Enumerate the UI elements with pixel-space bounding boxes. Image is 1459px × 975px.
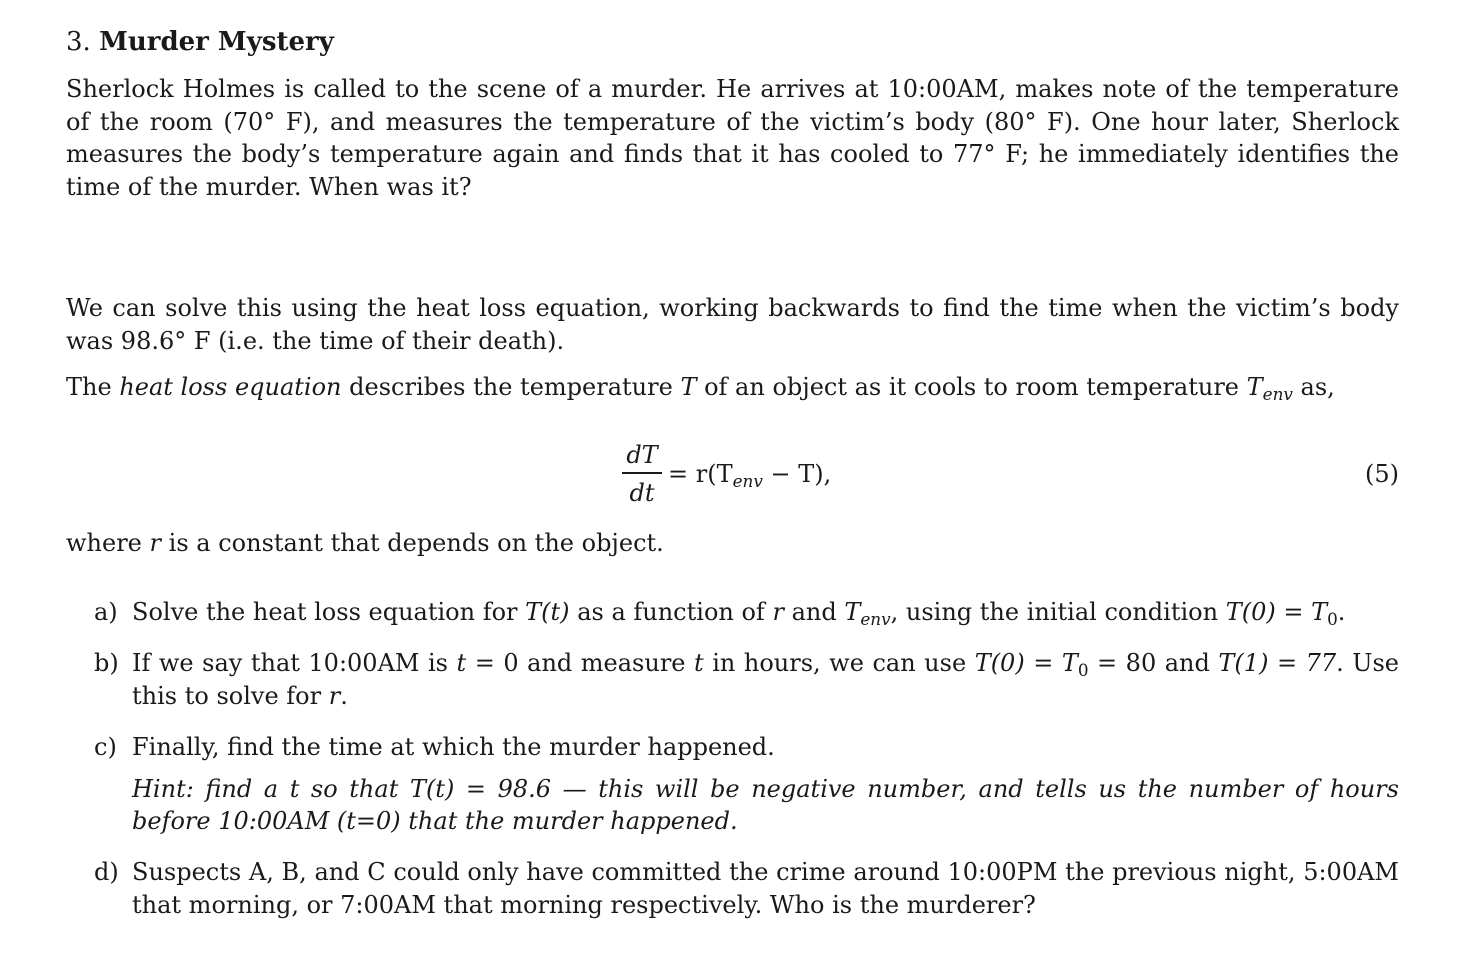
fraction-bar: [622, 472, 662, 474]
intro-question: When was it?: [309, 172, 472, 201]
desc-text-1: The: [66, 373, 112, 401]
part-b-text-3: in hours, we can use: [712, 649, 967, 677]
where-text-1: where: [66, 529, 142, 557]
part-a-formula-2: [1225, 598, 1338, 630]
part-a-body: [132, 596, 1399, 629]
hint-equation: [410, 775, 551, 803]
part-a-label: a): [94, 598, 118, 626]
part-a-formula-2-sub: 0: [1327, 609, 1338, 630]
part-b-body: [132, 647, 1399, 712]
problem-title: Murder Mystery: [99, 27, 334, 57]
desc-text-4: as,: [1300, 373, 1335, 401]
part-b: [94, 647, 1399, 712]
part-c-body: [132, 731, 1399, 838]
desc-var-Tenv: [1246, 373, 1293, 405]
part-b-label: b): [94, 649, 119, 677]
approach-paragraph: [66, 292, 1399, 357]
fraction-denominator: dt: [629, 478, 655, 507]
part-d-text: Suspects A, B, and C could only have committed the crime around 10:00PM the previous night, 5:00AM that morning, or 7:00AM that morning respectively. Who is the murderer?: [132, 858, 1399, 919]
rhs-sub: env: [732, 471, 763, 492]
approach-text: We can solve this using the heat loss equation, working backwards to find the time when the victim’s body was 98.6° F (i.e. the time of their death).: [66, 294, 1399, 355]
desc-term: heat loss equation: [119, 373, 342, 401]
part-b-text-6: .: [340, 681, 348, 710]
part-c-text: Finally, find the time at which the murder happened.: [132, 733, 775, 761]
part-a-formula-2-base: T(0) = T: [1225, 598, 1328, 626]
part-b-text-5: . Use this to solve for: [132, 649, 1400, 710]
part-d-label: d): [94, 858, 119, 886]
where-var-r: r: [149, 529, 162, 557]
part-a-formula-1: T(t): [525, 598, 570, 626]
part-a-text-5: .: [1337, 598, 1346, 626]
part-b-eq-zero: = 0: [466, 649, 519, 677]
part-b-var-t: t: [456, 649, 467, 677]
intro-text: Sherlock Holmes is called to the scene of a murder. He arrives at 10:00AM, makes note of the temperature of the room (70° F), and measures the temperature of the victim’s body (80° F). One hour later, Sherlock measures the body’s temperature again and finds that it has cooled to 77° F; he immediately identifies the time of the murder.: [66, 75, 1399, 201]
part-a-var-Tenv: [844, 598, 891, 630]
part-b-formula-2-sub: 0: [1077, 660, 1089, 681]
part-b-var-r: r: [328, 681, 341, 710]
where-paragraph: [66, 527, 1399, 560]
desc-text-2: describes the temperature: [349, 373, 673, 401]
part-a-var-r: r: [772, 598, 784, 626]
part-a-var-sub: env: [860, 609, 891, 630]
part-a-text-4: , using the initial condition: [890, 598, 1219, 626]
part-a-text-2: as a function of: [577, 598, 765, 626]
problem-heading: [66, 24, 334, 60]
part-a: [94, 596, 1399, 629]
desc-var-T: T: [680, 373, 697, 401]
part-c-label: c): [94, 733, 117, 761]
hint-text-1: Hint: find a t so that: [132, 774, 399, 803]
desc-var-Tenv-sub: env: [1262, 384, 1293, 405]
fraction-numerator: dT: [626, 441, 658, 469]
hint-equation-text: T(t) = 98.6: [409, 774, 552, 803]
part-b-formula-2: [974, 649, 1157, 681]
part-a-text-3: and: [791, 598, 837, 626]
intro-paragraph: [66, 73, 1399, 203]
part-c-hint: [132, 773, 1399, 838]
part-b-formula-2-value: = 80: [1088, 649, 1157, 677]
equation-rhs: [668, 458, 831, 490]
part-a-var-T: T: [844, 598, 861, 626]
rhs-prefix: = r(T: [668, 460, 733, 488]
heat-loss-equation: [66, 440, 1399, 512]
hint-text-2: — this will be negative number, and tells us the number of hours before 10:00AM (t=0) that the murder happened.: [132, 774, 1399, 835]
rhs-suffix: − T),: [762, 460, 832, 488]
part-a-text-1: Solve the heat loss equation for: [132, 598, 518, 626]
part-d: [94, 856, 1399, 921]
equation-number: (5): [1365, 460, 1399, 488]
part-b-text-1: If we say that 10:00AM is: [132, 649, 448, 677]
part-b-formula-2-base: T(0) = T: [974, 649, 1078, 677]
desc-var-Tenv-base: T: [1246, 373, 1263, 401]
part-b-text-4: and: [1164, 649, 1210, 677]
part-b-formula-1: [457, 649, 519, 677]
part-b-var-t-2: t: [694, 649, 704, 677]
part-b-text-2: and measure: [527, 649, 686, 677]
derivative-fraction: [622, 440, 662, 508]
part-b-formula-3: T(1) = 77: [1218, 649, 1337, 677]
problem-number: 3.: [66, 27, 91, 57]
desc-text-3: of an object as it cools to room temperature: [704, 373, 1239, 401]
part-c: [94, 731, 1399, 838]
where-text-2: is a constant that depends on the object.: [168, 529, 664, 557]
description-paragraph: [66, 371, 1399, 404]
